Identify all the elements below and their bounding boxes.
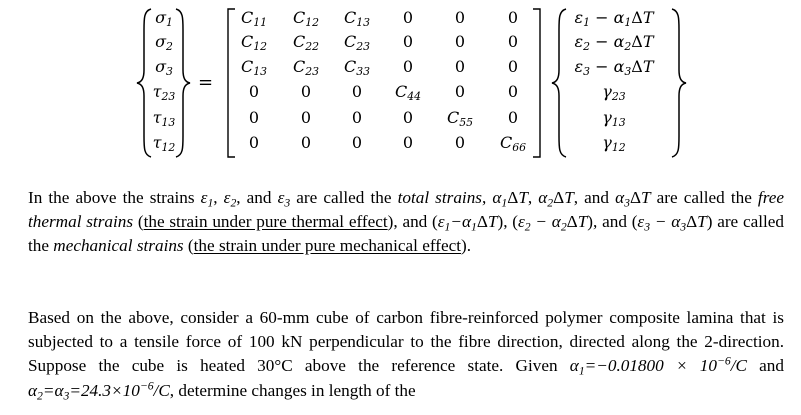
stiffness-entry: $C_{23}$ — [292, 57, 320, 79]
stress-component: $\tau_{23}$ — [152, 82, 176, 104]
stiffness-entry: 0 — [248, 133, 260, 152]
stiffness-entry: 0 — [507, 108, 519, 127]
stiffness-entry: $C_{23}$ — [343, 32, 371, 54]
text: ). — [461, 236, 472, 256]
stiffness-entry: 0 — [507, 82, 519, 101]
stiffness-entry: $C_{13}$ — [240, 57, 268, 79]
text: , and — [573, 188, 616, 207]
term-mechanical-strains: mechanical strains — [53, 236, 184, 256]
text: are called the — [290, 188, 398, 207]
strain-component: $\varepsilon_3 - \alpha_3\Delta T$ — [574, 57, 654, 79]
stiffness-entry: 0 — [300, 82, 312, 101]
stress-component: $\tau_{13}$ — [152, 108, 176, 130]
term-total-strains: total strains — [397, 188, 482, 207]
stiffness-entry: $C_{11}$ — [240, 8, 268, 30]
text: , — [527, 188, 539, 207]
stiffness-entry: 0 — [454, 82, 466, 101]
mech-strain-3: $\varepsilon_3 - \alpha_3\Delta T$ — [637, 212, 707, 234]
strain-component: $\gamma_{23}$ — [602, 82, 626, 104]
text: ), ( — [497, 212, 519, 232]
text: and — [746, 356, 784, 376]
text: , determine changes in length of the — [169, 380, 416, 400]
term-free-thermal-strains: free thermal strains — [28, 188, 785, 232]
strain-component: $\gamma_{12}$ — [602, 133, 626, 155]
text: ( — [183, 236, 194, 256]
stiffness-entry: $C_{12}$ — [292, 8, 320, 30]
stiffness-entry: 0 — [300, 108, 312, 127]
stiffness-entry: 0 — [454, 8, 466, 27]
alpha1-value: $\alpha_1=-0.01800 \times 10^{-6}/C$ — [569, 354, 747, 378]
underlined-mechanical-note: the strain under pure mechanical effect — [193, 236, 462, 256]
strain-component: $\varepsilon_1 - \alpha_1\Delta T$ — [574, 8, 654, 30]
text: , — [213, 188, 224, 207]
stiffness-entry: 0 — [248, 82, 260, 101]
strain-definitions-paragraph — [28, 186, 784, 259]
stiffness-entry: 0 — [402, 57, 414, 76]
strain-component: $\gamma_{13}$ — [602, 108, 626, 130]
stiffness-entry: 0 — [454, 133, 466, 152]
stiffness-entry: 0 — [351, 82, 363, 101]
free-strain-2: $\alpha_2\Delta T$ — [538, 188, 574, 210]
text: Based on the above, consider a 60-mm cube of carbon fibre-reinforced polymer composite lamina that is subjected to a tensile force of 100 kN perpendicular to the fibre direction, directed along the 2-direction. Suppose the cube is heated 30°C above the reference state. Given — [28, 308, 784, 376]
epsilon1: $\varepsilon_1$ — [200, 188, 214, 210]
stiffness-entry: $C_{66}$ — [499, 133, 527, 155]
stiffness-entry: $C_{22}$ — [292, 32, 320, 54]
alpha23-value: $\alpha_2=\alpha_3=24.3\times 10^{-6}/C$ — [28, 379, 170, 402]
problem-statement-paragraph — [28, 306, 784, 403]
stiffness-entry: 0 — [507, 57, 519, 76]
stiffness-entry: 0 — [351, 108, 363, 127]
stiffness-entry: 0 — [507, 32, 519, 51]
epsilon2: $\varepsilon_2$ — [223, 188, 237, 210]
stiffness-entry: 0 — [507, 8, 519, 27]
text: ) are called the — [28, 212, 784, 256]
stress-component: $\sigma_3$ — [155, 57, 173, 79]
stiffness-entry: $C_{44}$ — [394, 82, 422, 104]
mech-strain-2: $\varepsilon_2 - \alpha_2\Delta T$ — [518, 212, 588, 234]
epsilon3: $\varepsilon_3$ — [277, 188, 291, 210]
text: , and — [236, 188, 278, 207]
stiffness-entry: 0 — [300, 133, 312, 152]
stiffness-entry: 0 — [351, 133, 363, 152]
stiffness-entry: 0 — [402, 32, 414, 51]
equals-sign: = — [198, 72, 214, 93]
stiffness-entry: 0 — [402, 108, 414, 127]
stiffness-entry: 0 — [248, 108, 260, 127]
stiffness-entry: $C_{12}$ — [240, 32, 268, 54]
text: , — [481, 188, 493, 207]
mech-strain-1: $\varepsilon_1-\alpha_1\Delta T$ — [437, 212, 498, 234]
free-strain-3: $\alpha_3\Delta T$ — [615, 188, 651, 210]
stress-component: $\sigma_2$ — [155, 32, 173, 54]
stiffness-entry: $C_{55}$ — [446, 108, 474, 130]
underlined-thermal-note: the strain under pure thermal effect — [143, 212, 388, 232]
text: In the above the strains — [28, 188, 201, 207]
stiffness-entry: 0 — [402, 8, 414, 27]
stiffness-entry: $C_{13}$ — [343, 8, 371, 30]
text: ( — [133, 212, 144, 232]
text: are called the — [650, 188, 758, 207]
stiffness-entry: 0 — [454, 32, 466, 51]
stress-component: $\sigma_1$ — [155, 8, 173, 30]
stiffness-entry: 0 — [402, 133, 414, 152]
stiffness-entry: $C_{33}$ — [343, 57, 371, 79]
text: ), and ( — [387, 212, 438, 232]
constitutive-equation — [0, 0, 801, 165]
strain-component: $\varepsilon_2 - \alpha_2\Delta T$ — [574, 32, 654, 54]
text: ), and ( — [587, 212, 638, 232]
stiffness-entry: 0 — [454, 57, 466, 76]
free-strain-1: $\alpha_1\Delta T$ — [492, 188, 528, 210]
stress-component: $\tau_{12}$ — [152, 133, 176, 155]
